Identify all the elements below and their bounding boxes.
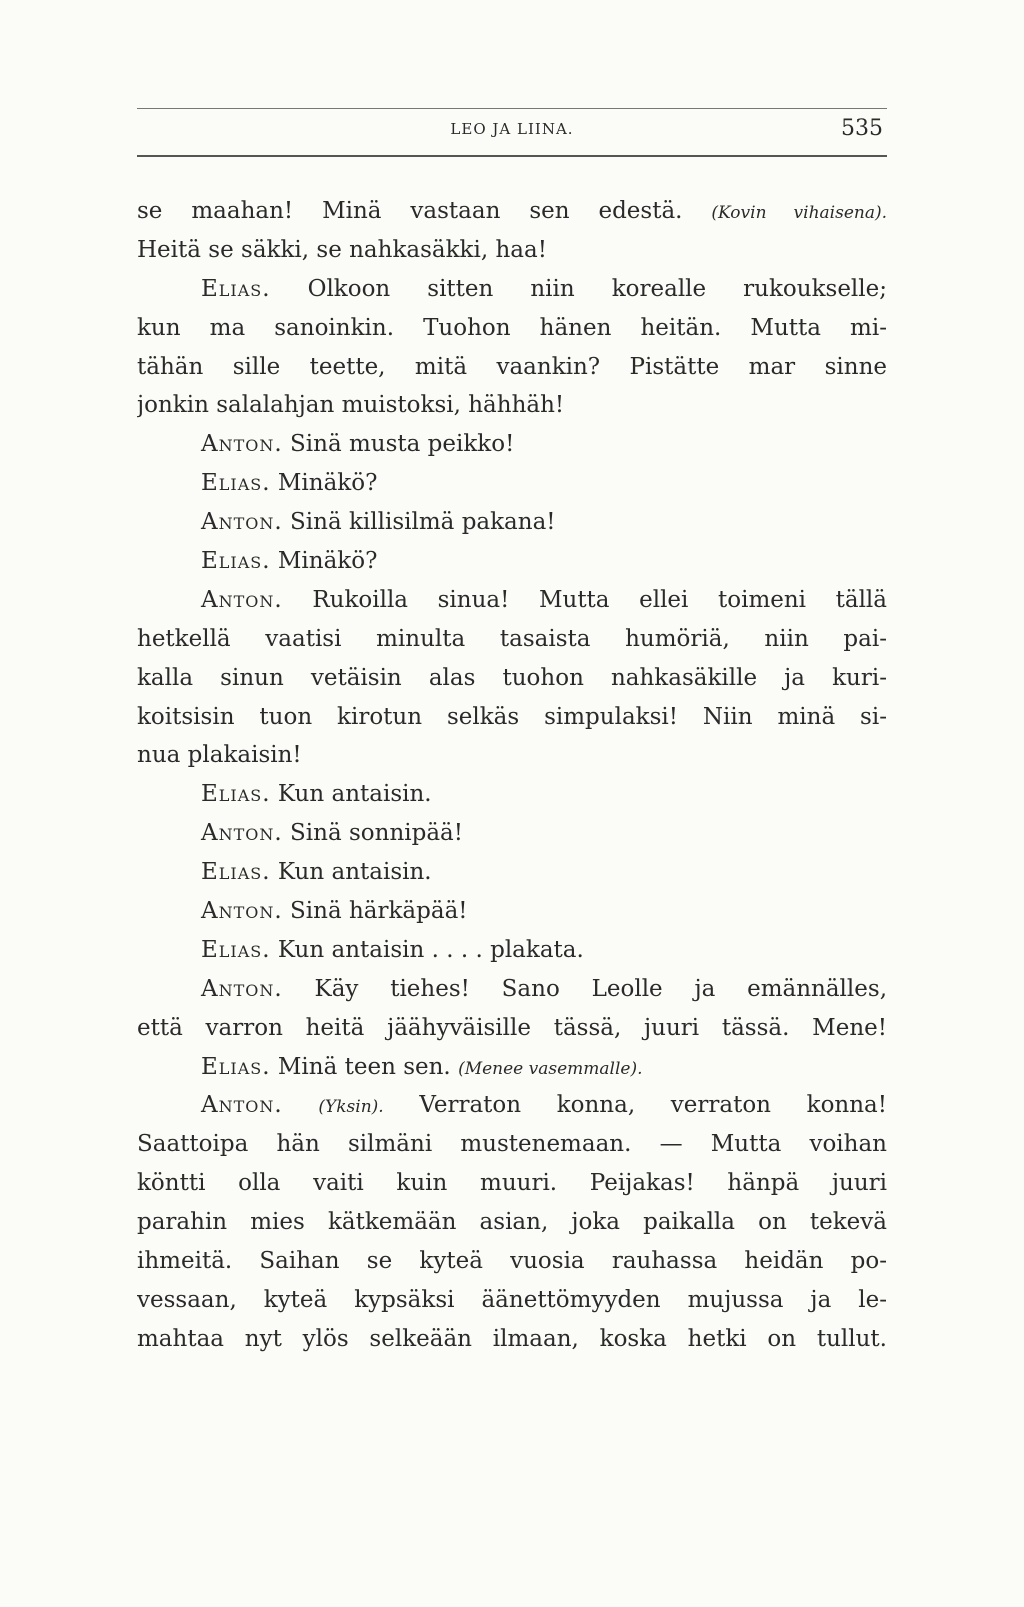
- text-line: [137, 892, 887, 931]
- text-line: [137, 970, 887, 1009]
- header-rule-top: [137, 108, 887, 109]
- text-line: hetkellä vaatisi minulta tasaista humöriä, niin pai-: [137, 625, 887, 652]
- page-body: [137, 192, 887, 1359]
- speaker-elias: Elias.: [201, 470, 271, 497]
- text-line: koitsisin tuon kirotun selkäs simpulaksi! Niin minä si-: [137, 703, 887, 730]
- text-span: Sinä sonnipää!: [290, 820, 464, 847]
- text-span: se maahan! Minä vastaan sen edestä.: [137, 198, 683, 224]
- text-line: Heitä se säkki, se nahkasäkki, haa!: [137, 236, 547, 263]
- text-span: Sinä härkäpää!: [290, 898, 468, 925]
- speaker-elias: Elias.: [201, 548, 271, 575]
- running-title: LEO JA LIINA.: [450, 120, 574, 138]
- text-line: [137, 425, 887, 464]
- text-span: Käy tiehes! Sano Leolle ja emännälles,: [314, 975, 887, 1002]
- text-line: [137, 192, 887, 231]
- speaker-anton: Anton.: [201, 820, 283, 847]
- text-span: Kun antaisin . . . . plakata.: [277, 936, 584, 963]
- text-span: Verraton konna, verraton konna!: [419, 1092, 887, 1119]
- text-line: [137, 775, 887, 814]
- text-span: Rukoilla sinua! Mutta ellei toimeni tällä: [312, 586, 887, 613]
- stage-direction: (Kovin vihaisena).: [711, 203, 887, 223]
- speaker-anton: Anton.: [201, 1092, 283, 1119]
- text-span: Sinä musta peikko!: [290, 431, 515, 458]
- page-header: [137, 114, 887, 144]
- text-line: ihmeitä. Saihan se kyteä vuosia rauhassa heidän po-: [137, 1248, 887, 1275]
- text-line: tähän sille teette, mitä vaankin? Pistätte mar sinne: [137, 353, 887, 380]
- speaker-elias: Elias.: [201, 275, 271, 302]
- text-span: Minäkö?: [277, 548, 378, 575]
- text-line: kalla sinun vetäisin alas tuohon nahkasäkille ja kuri-: [137, 664, 887, 691]
- text-span: Kun antaisin.: [277, 781, 432, 808]
- text-line: [137, 1086, 887, 1125]
- text-line: [137, 853, 887, 892]
- text-line: että varron heitä jäähyväisille tässä, juuri tässä. Mene!: [137, 1014, 887, 1041]
- text-line: jonkin salalahjan muistoksi, hähhäh!: [137, 392, 565, 419]
- text-line: [137, 931, 887, 970]
- header-rule: [137, 155, 887, 157]
- text-line: [137, 270, 887, 309]
- speaker-elias: Elias.: [201, 781, 271, 808]
- stage-direction: (Menee vasemmalle).: [458, 1058, 643, 1079]
- speaker-anton: Anton.: [201, 586, 283, 613]
- speaker-anton: Anton.: [201, 509, 283, 536]
- text-line: köntti olla vaiti kuin muuri. Peijakas! hänpä juuri: [137, 1170, 887, 1197]
- speaker-elias: Elias.: [201, 859, 271, 886]
- text-span: Olkoon sitten niin korealle rukoukselle;: [307, 275, 887, 302]
- text-span: Minä teen sen.: [277, 1053, 451, 1080]
- speaker-anton: Anton.: [201, 975, 283, 1002]
- page-number: 535: [841, 116, 883, 141]
- speaker-elias: Elias.: [201, 936, 271, 963]
- stage-direction: (Yksin).: [318, 1097, 384, 1118]
- text-line: Saattoipa hän silmäni mustenemaan. — Mutta voihan: [137, 1131, 887, 1158]
- text-line: vessaan, kyteä kypsäksi äänettömyyden mujussa ja le-: [137, 1286, 887, 1313]
- text-span: Kun antaisin.: [277, 859, 432, 886]
- speaker-elias: Elias.: [201, 1053, 271, 1080]
- text-line: [137, 1048, 887, 1087]
- text-span: Sinä killisilmä pakana!: [290, 509, 556, 536]
- text-line: nua plakaisin!: [137, 742, 302, 769]
- text-line: mahtaa nyt ylös selkeään ilmaan, koska hetki on tullut.: [137, 1325, 887, 1352]
- text-span: Minäkö?: [277, 470, 378, 497]
- text-line: [137, 814, 887, 853]
- speaker-anton: Anton.: [201, 898, 283, 925]
- text-line: [137, 581, 887, 620]
- text-line: kun ma sanoinkin. Tuohon hänen heitän. Mutta mi-: [137, 314, 887, 341]
- text-line: [137, 542, 887, 581]
- text-line: [137, 464, 887, 503]
- text-line: [137, 503, 887, 542]
- text-line: parahin mies kätkemään asian, joka paikalla on tekevä: [137, 1209, 887, 1236]
- speaker-anton: Anton.: [201, 431, 283, 458]
